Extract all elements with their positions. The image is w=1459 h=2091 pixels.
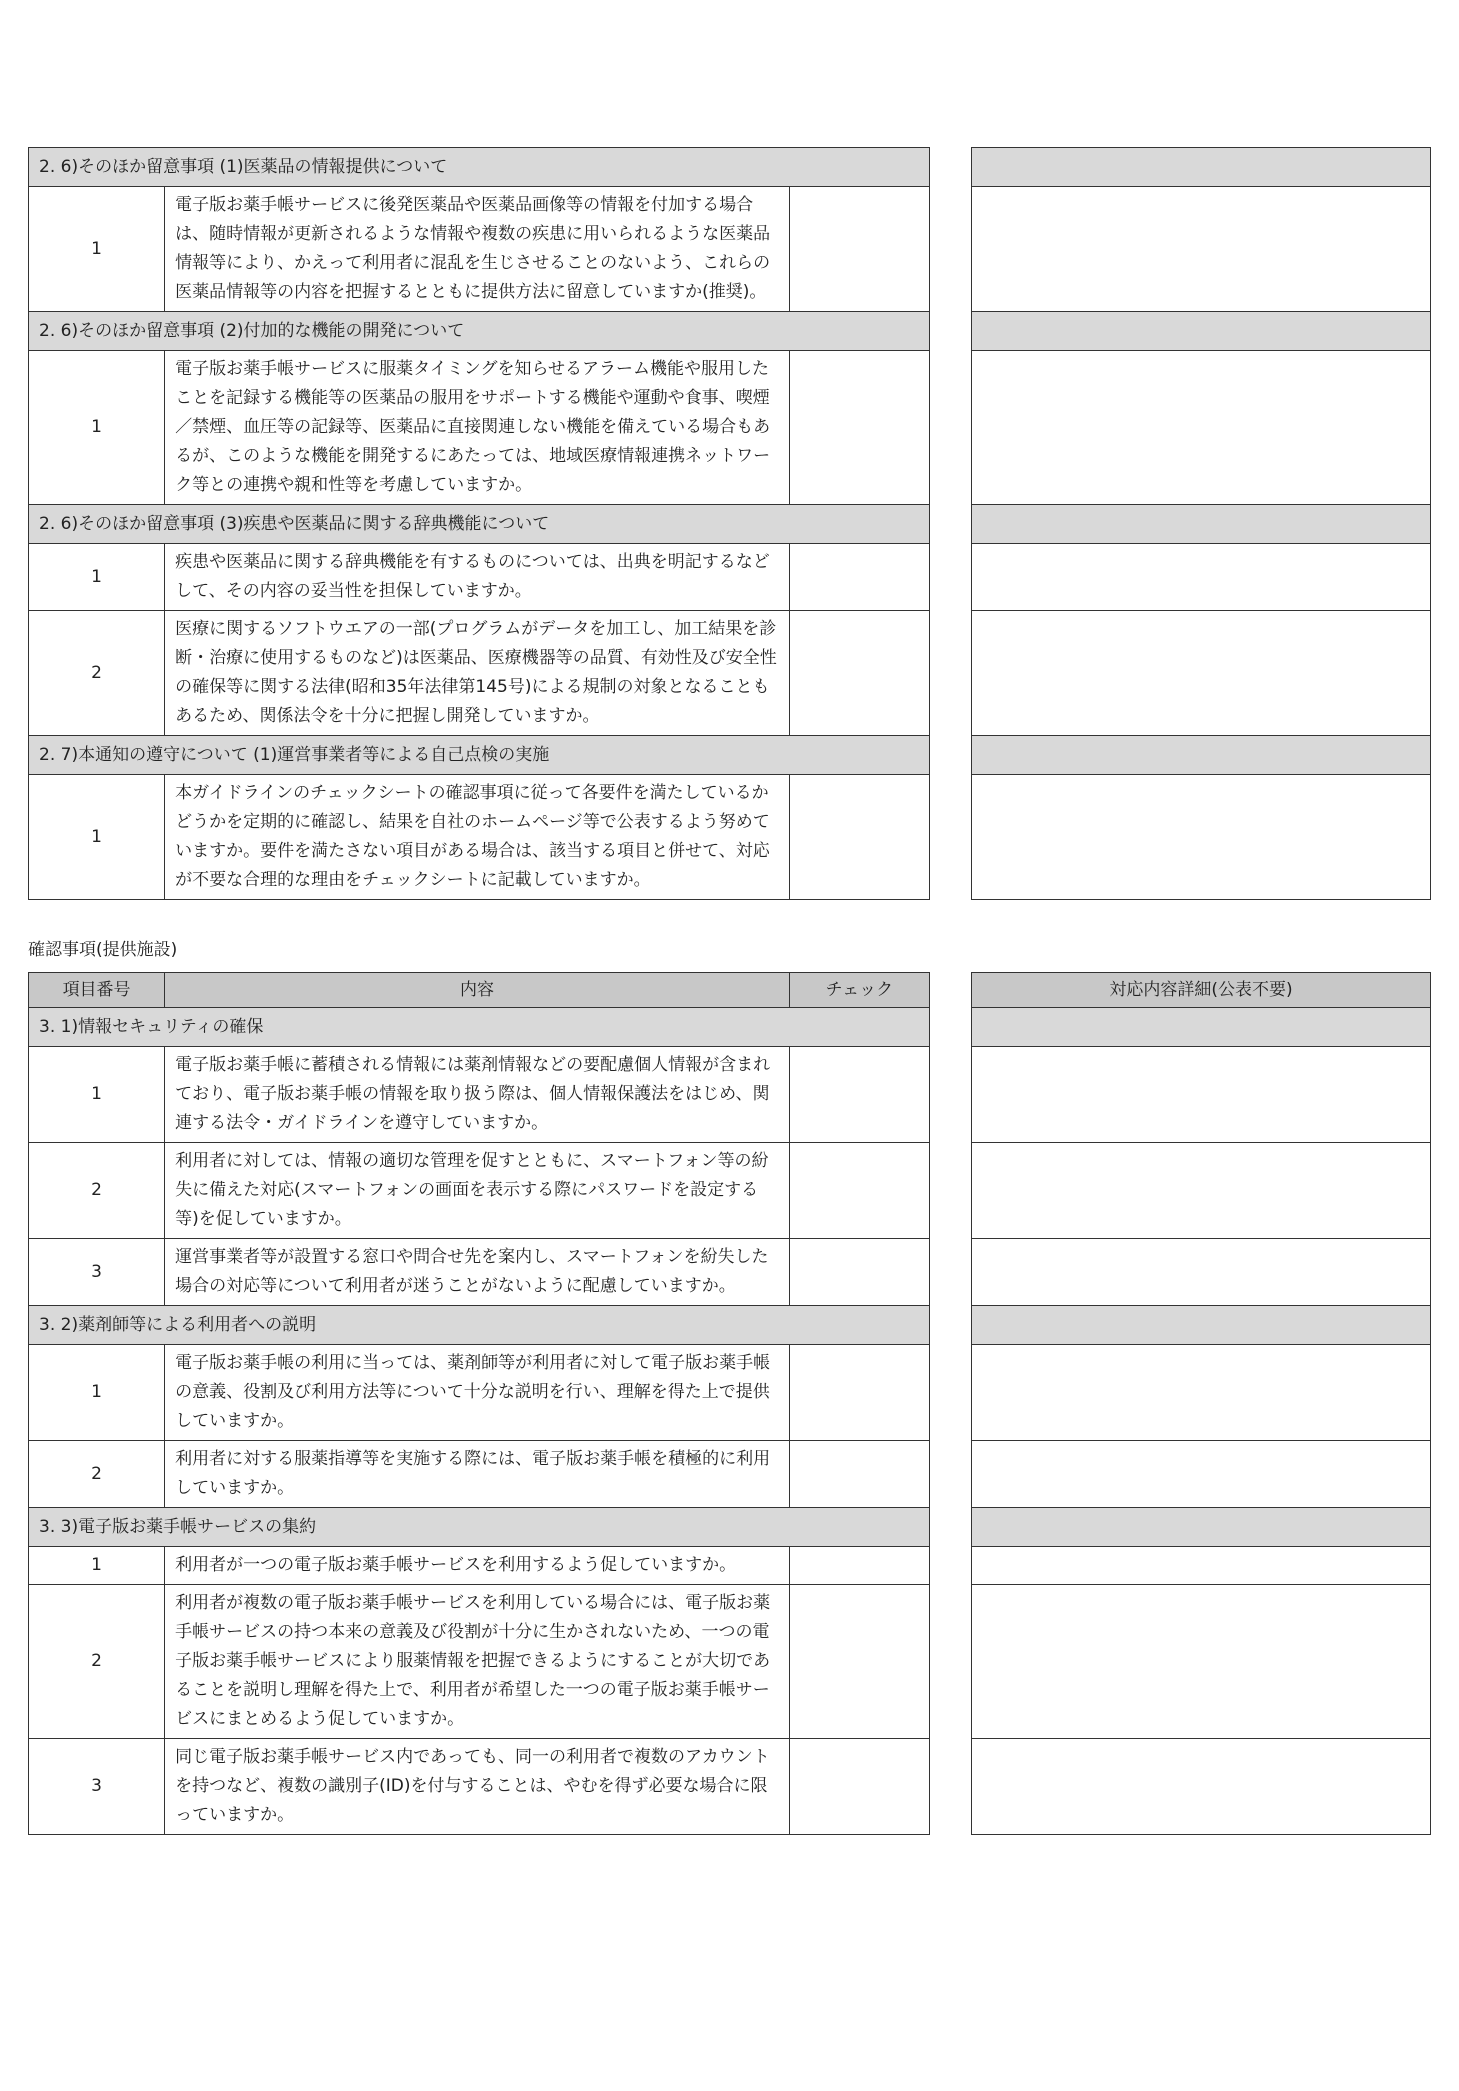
item-number: 1 [29,187,165,312]
column-header-num: 項目番号 [29,973,165,1008]
item-content: 運営事業者等が設置する窓口や問合せ先を案内し、スマートフォンを紛失した場合の対応等について利用者が迷うことがないように配慮していますか。 [165,1239,790,1306]
group-heading-side-row [972,1508,1431,1547]
detail-cell[interactable] [972,1047,1431,1143]
item-content: 利用者が一つの電子版お薬手帳サービスを利用するよう促していますか。 [165,1547,790,1585]
detail-row [972,544,1431,611]
item-content: 電子版お薬手帳の利用に当っては、薬剤師等が利用者に対して電子版お薬手帳の意義、役割及び利用方法等について十分な説明を行い、理解を得た上で提供していますか。 [165,1345,790,1441]
detail-row [972,351,1431,505]
document-page [28,147,1431,1835]
check-cell[interactable] [789,1239,929,1306]
item-content: 利用者に対しては、情報の適切な管理を促すとともに、スマートフォン等の紛失に備えた対応(スマートフォンの画面を表示する際にパスワードを設定する等)を促していますか。 [165,1143,790,1239]
group-heading-side-row [972,736,1431,775]
detail-row [972,1047,1431,1143]
check-cell[interactable] [789,611,929,736]
table-row [29,611,930,736]
check-cell[interactable] [789,544,929,611]
group-heading: 2. 6)そのほか留意事項 (3)疾患や医薬品に関する辞典機能について [29,505,930,544]
checklist-table-1 [28,147,930,900]
item-number: 3 [29,1739,165,1835]
check-cell[interactable] [789,351,929,505]
item-number: 2 [29,1585,165,1739]
detail-row [972,1345,1431,1441]
group-heading-side-row [972,1008,1431,1047]
item-content: 電子版お薬手帳に蓄積される情報には薬剤情報などの要配慮個人情報が含まれており、電子版お薬手帳の情報を取り扱う際は、個人情報保護法をはじめ、関連する法令・ガイドラインを遵守していますか。 [165,1047,790,1143]
item-number: 1 [29,351,165,505]
check-cell[interactable] [789,775,929,900]
item-number: 1 [29,1345,165,1441]
table-row [29,351,930,505]
detail-row [972,1239,1431,1306]
item-number: 3 [29,1239,165,1306]
item-content: 医療に関するソフトウエアの一部(プログラムがデータを加工し、加工結果を診断・治療に使用するものなど)は医薬品、医療機器等の品質、有効性及び安全性の確保等に関する法律(昭和35年法律第145号)による規制の対象となることもあるため、関係法令を十分に把握し開発していますか。 [165,611,790,736]
check-cell[interactable] [789,1345,929,1441]
group-heading-side-cell [972,1508,1431,1547]
group-heading-side-cell [972,148,1431,187]
item-number: 1 [29,544,165,611]
item-number: 1 [29,1547,165,1585]
check-cell[interactable] [789,1585,929,1739]
detail-row [972,611,1431,736]
column-header-check: チェック [789,973,929,1008]
detail-row [972,187,1431,312]
item-content: 本ガイドラインのチェックシートの確認事項に従って各要件を満たしているかどうかを定期的に確認し、結果を自社のホームページ等で公表するよう努めていますか。要件を満たさない項目がある場合は、該当する項目と併せて、対応が不要な合理的な理由をチェックシートに記載していますか。 [165,775,790,900]
group-heading: 2. 6)そのほか留意事項 (1)医薬品の情報提供について [29,148,930,187]
group-heading-side-row [972,1306,1431,1345]
item-number: 1 [29,775,165,900]
item-content: 疾患や医薬品に関する辞典機能を有するものについては、出典を明記するなどして、その内容の妥当性を担保していますか。 [165,544,790,611]
check-cell[interactable] [789,1143,929,1239]
item-number: 1 [29,1047,165,1143]
detail-row [972,775,1431,900]
group-heading-row [29,736,930,775]
group-heading: 2. 7)本通知の遵守について (1)運営事業者等による自己点検の実施 [29,736,930,775]
checklist-table-2 [28,972,930,1835]
check-cell[interactable] [789,1739,929,1835]
detail-table-2 [971,972,1431,1835]
section-1 [28,147,1431,900]
group-heading: 3. 3)電子版お薬手帳サービスの集約 [29,1508,930,1547]
table-row [29,1345,930,1441]
group-heading-side-row [972,505,1431,544]
check-cell[interactable] [789,1047,929,1143]
detail-cell[interactable] [972,1143,1431,1239]
check-cell[interactable] [789,187,929,312]
detail-cell[interactable] [972,1547,1431,1585]
item-number: 2 [29,1143,165,1239]
group-heading-row [29,1508,930,1547]
column-header-row [972,973,1431,1008]
detail-cell[interactable] [972,1441,1431,1508]
table-row [29,775,930,900]
group-heading-side-cell [972,1008,1431,1047]
detail-cell[interactable] [972,351,1431,505]
group-heading-row [29,1306,930,1345]
detail-row [972,1441,1431,1508]
detail-cell[interactable] [972,611,1431,736]
table-row [29,1047,930,1143]
check-cell[interactable] [789,1547,929,1585]
item-number: 2 [29,1441,165,1508]
group-heading: 2. 6)そのほか留意事項 (2)付加的な機能の開発について [29,312,930,351]
group-heading: 3. 2)薬剤師等による利用者への説明 [29,1306,930,1345]
detail-cell[interactable] [972,775,1431,900]
table-row [29,1739,930,1835]
group-heading-side-row [972,148,1431,187]
item-number: 2 [29,611,165,736]
group-heading-side-cell [972,736,1431,775]
column-header-row [29,973,930,1008]
item-content: 電子版お薬手帳サービスに後発医薬品や医薬品画像等の情報を付加する場合は、随時情報が更新されるような情報や複数の疾患に用いられるような医薬品情報等により、かえって利用者に混乱を生じさせることのないよう、これらの医薬品情報等の内容を把握するとともに提供方法に留意していますか(推奨)。 [165,187,790,312]
detail-cell[interactable] [972,544,1431,611]
table-row [29,1547,930,1585]
detail-row [972,1547,1431,1585]
detail-table-1 [971,147,1431,900]
detail-cell[interactable] [972,187,1431,312]
group-heading-side-cell [972,312,1431,351]
detail-row [972,1739,1431,1835]
table-row [29,1441,930,1508]
group-heading-row [29,148,930,187]
table-row [29,187,930,312]
group-heading-row [29,312,930,351]
table-row [29,1143,930,1239]
detail-row [972,1143,1431,1239]
section-2-caption: 確認事項(提供施設) [28,940,178,960]
detail-cell[interactable] [972,1239,1431,1306]
detail-cell[interactable] [972,1345,1431,1441]
table-row [29,1239,930,1306]
group-heading: 3. 1)情報セキュリティの確保 [29,1008,930,1047]
group-heading-side-row [972,312,1431,351]
detail-row [972,1585,1431,1739]
column-header-content: 内容 [165,973,790,1008]
item-content: 利用者が複数の電子版お薬手帳サービスを利用している場合には、電子版お薬手帳サービスの持つ本来の意義及び役割が十分に生かされないため、一つの電子版お薬手帳サービスにより服薬情報を把握できるようにすることが大切であることを説明し理解を得た上で、利用者が希望した一つの電子版お薬手帳サービスにまとめるよう促していますか。 [165,1585,790,1739]
check-cell[interactable] [789,1441,929,1508]
detail-cell[interactable] [972,1739,1431,1835]
detail-cell[interactable] [972,1585,1431,1739]
section-2 [28,972,1431,1835]
table-row [29,544,930,611]
group-heading-side-cell [972,505,1431,544]
group-heading-row [29,505,930,544]
group-heading-side-cell [972,1306,1431,1345]
item-content: 利用者に対する服薬指導等を実施する際には、電子版お薬手帳を積極的に利用していますか。 [165,1441,790,1508]
item-content: 電子版お薬手帳サービスに服薬タイミングを知らせるアラーム機能や服用したことを記録する機能等の医薬品の服用をサポートする機能や運動や食事、喫煙／禁煙、血圧等の記録等、医薬品に直接関連しない機能を備えている場合もあるが、このような機能を開発するにあたっては、地域医療情報連携ネットワーク等との連携や親和性等を考慮していますか。 [165,351,790,505]
item-content: 同じ電子版お薬手帳サービス内であっても、同一の利用者で複数のアカウントを持つなど、複数の識別子(ID)を付与することは、やむを得ず必要な場合に限っていますか。 [165,1739,790,1835]
column-header-detail: 対応内容詳細(公表不要) [972,973,1431,1008]
group-heading-row [29,1008,930,1047]
table-row [29,1585,930,1739]
